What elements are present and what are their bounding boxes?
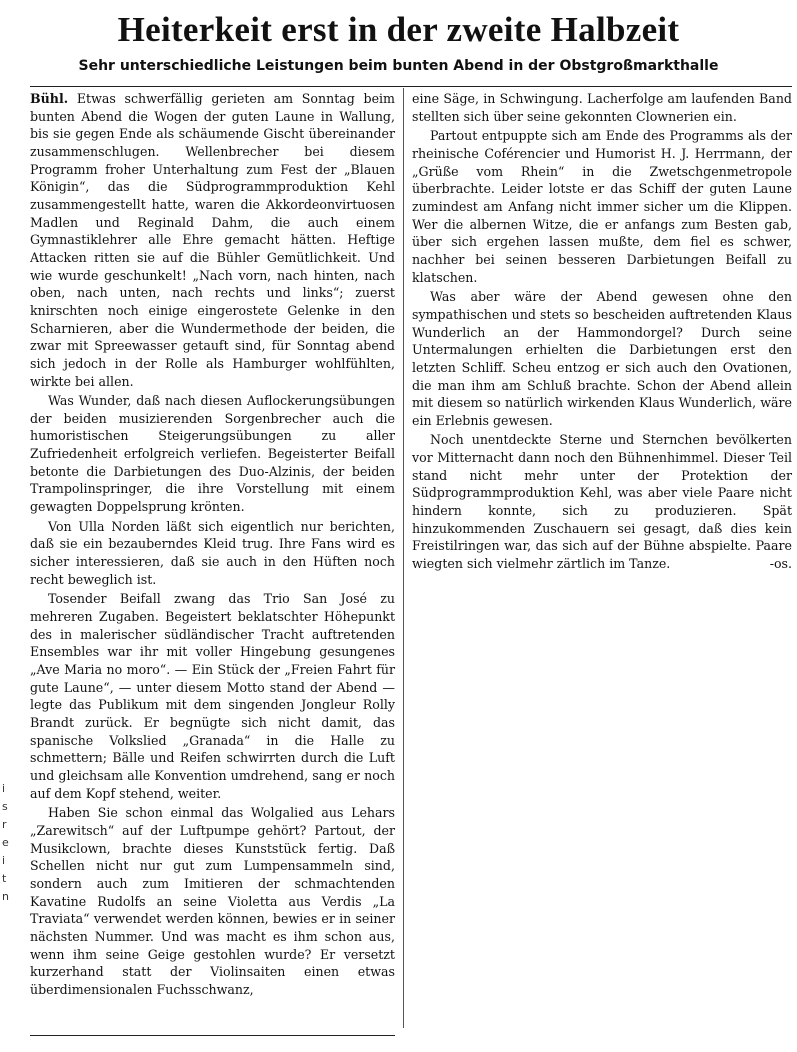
margin-marks xyxy=(2,780,12,1050)
paragraph xyxy=(30,90,395,390)
top-rule xyxy=(30,86,792,87)
article-column-right xyxy=(412,90,792,610)
subheadline: Sehr unterschiedliche Leistungen beim bunten Abend in der Obstgroßmarkthalle xyxy=(78,58,719,74)
paragraph: Von Ulla Norden läßt sich eigentlich nur berichten, daß sie ein bezauberndes Kleid trug. Ihre Fans wird es sicher interessieren, daß sie auch in den Hüften noch recht beweglich ist. xyxy=(30,518,395,587)
column-divider xyxy=(403,88,404,1028)
margin-mark: n xyxy=(2,890,9,903)
paragraph: Partout entpuppte sich am Ende des Programms als der rheinische Coférencier und Humorist H. J. Herrmann, der „Grüße vom Rhein“ in die Zwetschgenmetropole überbrachte. Leider lotste er das Schiff der guten Laune zumindest am Anfang nicht immer sicher um die Klippen. Wer die albernen Witze, die er anfangs zum Besten gab, über sich ergehen lassen mußte, dem fiel es schwer, nachher bei seinen besseren Darbietungen Beifall zu klatschen. xyxy=(412,128,792,285)
dateline: Bühl. xyxy=(30,91,69,106)
paragraph: eine Säge, in Schwingung. Lacherfolge am laufenden Band stellten sich über seine gekonnten Clownerien ein. xyxy=(412,91,792,124)
headline: Heiterkeit erst in der zweite Halbzeit xyxy=(117,10,680,49)
bottom-rule xyxy=(30,1035,395,1036)
paragraph: Was aber wäre der Abend gewesen ohne den sympathischen und stets so bescheiden auftretenden Klaus Wunderlich an der Hammondorgel? Durch seine Untermalungen erhielten die Darbietungen erst den letzten Schliff. Scheu entzog er sich auch den Ovationen, die man ihm am Schluß brachte. Schon der Abend allein mit diesem so natürlich wirkenden Klaus Wunderlich, wäre ein Erlebnis gewesen. xyxy=(412,289,792,428)
paragraph: Tosender Beifall zwang das Trio San José zu mehreren Zugaben. Begeistert beklatschter Höhepunkt des in malerischer südländischer Tracht auftretenden Ensembles war ihr mit voller Hingebung gesungenes „Ave Maria no moro“. — Ein Stück der „Freien Fahrt für gute Laune“, — unter diesem Motto stand der Abend — legte das Publikum mit dem singenden Jongleur Rolly Brandt zurück. Er begnügte sich nicht damit, das spanische Volkslied „Granada“ in die Halle zu schmettern; Bälle und Reifen schwirrten durch die Luft und gleichsam alle Konvention umdrehend, sang er noch auf dem Kopf stehend, weiter. xyxy=(30,591,395,801)
paragraph xyxy=(412,431,792,572)
margin-mark: t xyxy=(2,872,7,885)
margin-mark: e xyxy=(2,836,9,849)
paragraph-text: Etwas schwerfällig gerieten am Sonntag beim bunten Abend die Wogen der guten Laune in Wallung, bis sie gegen Ende als schäumende Gischt übereinander zusammenschlugen. Wellenbrecher bei diesem Programm froher Unterhaltung zum Fest der „Blauen Königin“, das die Südprogrammproduktion Kehl zusammengestellt hatte, waren die Akkordeonvirtuosen Madlen und Reginald Dahm, die auch einem Gymnastiklehrer alle Ehre gemacht hätten. Heftige Attacken ritten sie auf die Bühler Gemütlichkeit. Und wie wurde geschunkelt! „Nach vorn, nach hinten, nach oben, nach unten, nach rechts und links“; zuerst knirschten noch einige eingerostete Gelenke in den Scharnieren, aber die Wundermethode der beiden, die zwar mit Spreewasser getauft sind, für Sonntag abend sich jedoch in der Rolle als Hamburger wohlfühlten, wirkte bei allen. xyxy=(30,91,395,389)
paragraph: Haben Sie schon einmal das Wolgalied aus Lehars „Zarewitsch“ auf der Luftpumpe gehört? Partout, der Musikclown, brachte dieses Kunststück fertig. Daß Schellen nicht nur gut zum Lumpensammeln sind, sondern auch zum Imitieren der schmachtenden Kavatine Rudolfs an seine Violetta aus Verdis „La Traviata“ verwendet werden können, bewies er in seiner nächsten Nummer. Und was macht es ihm schon aus, wenn ihm seine Geige gestohlen wurde? Er versetzt kurzerhand statt der Violinsaiten einen etwas überdimensionalen Fuchsschwanz, xyxy=(30,805,395,997)
article-column-left xyxy=(30,90,395,1025)
byline: -os. xyxy=(769,556,792,572)
paragraph-text: Noch unentdeckte Sterne und Sternchen bevölkerten vor Mitternacht dann noch den Bühnenhimmel. Dieser Teil stand nicht mehr unter der Protektion der Südprogrammproduktion Kehl, was aber viele Paare nicht hindern konnte, sich zu produzieren. Spät hinzukommenden Zuschauern sei gesagt, daß dies kein Freistilringen war, das sich auf der Bühne abspielte. Paare wiegten sich vielmehr zärtlich im Tanze. xyxy=(412,432,792,572)
paragraph: Was Wunder, daß nach diesen Auflockerungsübungen der beiden musizierenden Sorgenbrecher auch die humoristischen Steigerungsübungen zu aller Zufriedenheit erfolgreich verliefen. Begeisterter Beifall betonte die Darbietungen des Duo-Alzinis, der beiden Trampolinspringer, die ihre Vorstellung mit einem gewagten Doppelsprung krönten. xyxy=(30,393,395,515)
margin-mark: r xyxy=(2,818,7,831)
margin-mark: i xyxy=(2,854,6,867)
margin-mark: s xyxy=(2,800,8,813)
margin-mark: i xyxy=(2,782,6,795)
